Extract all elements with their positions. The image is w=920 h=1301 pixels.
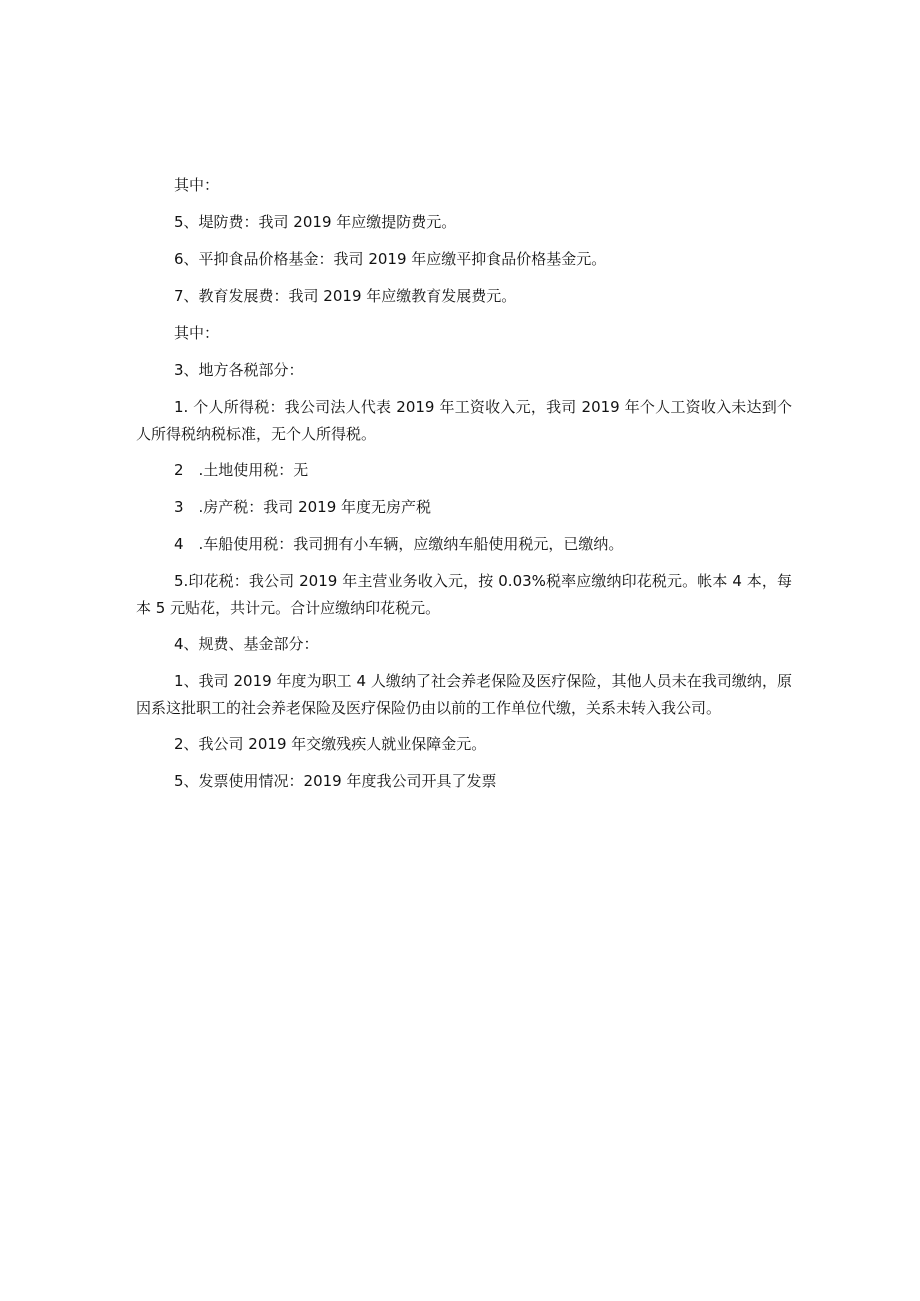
paragraph-15: 5、发票使用情况：2019 年度我公司开具了发票 (174, 772, 497, 790)
paragraph-10: 4 .车船使用税：我司拥有小车辆，应缴纳车船使用税元，已缴纳。 (174, 535, 624, 553)
paragraph-5: 其中： (174, 324, 220, 342)
paragraph-9: 3 .房产税：我司 2019 年度无房产税 (174, 498, 432, 516)
paragraph-7: 1. 个人所得税：我公司法人代表 2019 年工资收入元，我司 2019 年个人工资收入未达到个人所得税纳税标准，无个人所得税。 (136, 398, 792, 443)
paragraph-13: 1、我司 2019 年度为职工 4 人缴纳了社会养老保险及医疗保险，其他人员未在我司缴纳，原因系这批职工的社会养老保险及医疗保险仍由以前的工作单位代缴，关系未转入我公司。 (136, 672, 792, 717)
paragraph-8: 2 .土地使用税：无 (174, 461, 309, 479)
paragraph-3: 6、平抑食品价格基金：我司 2019 年应缴平抑食品价格基金元。 (174, 250, 607, 268)
paragraph-4: 7、教育发展费：我司 2019 年应缴教育发展费元。 (174, 287, 517, 305)
paragraph-1: 其中： (174, 176, 220, 194)
document-body (136, 172, 792, 805)
paragraph-12: 4、规费、基金部分： (174, 635, 319, 653)
paragraph-14: 2、我公司 2019 年交缴残疾人就业保障金元。 (174, 735, 487, 753)
paragraph-2: 5、堤防费：我司 2019 年应缴提防费元。 (174, 213, 457, 231)
paragraph-6: 3、地方各税部分： (174, 361, 304, 379)
paragraph-11: 5.印花税：我公司 2019 年主营业务收入元，按 0.03%税率应缴纳印花税元。帐本 4 本，每本 5 元贴花，共计元。合计应缴纳印花税元。 (136, 572, 792, 617)
